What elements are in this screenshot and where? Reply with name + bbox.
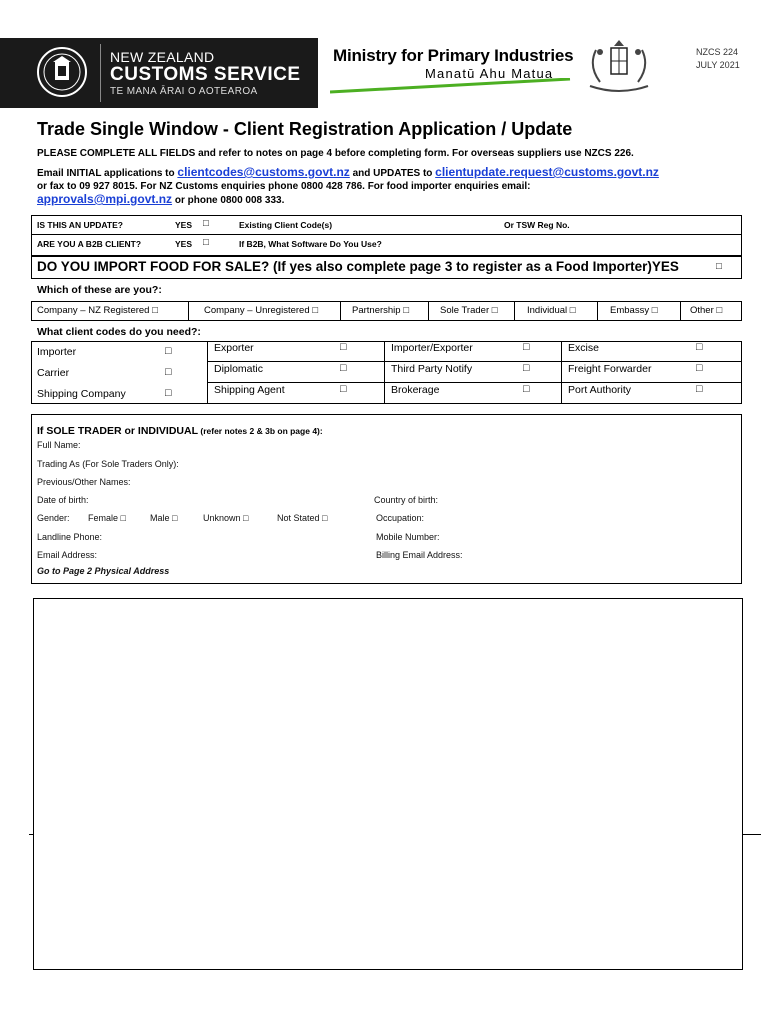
codes-divider	[207, 341, 208, 404]
b2b-software-label: If B2B, What Software Do You Use?	[239, 239, 382, 249]
code-checkbox-port-authority[interactable]	[696, 383, 702, 395]
sole-trader-heading	[37, 421, 323, 439]
entity-checkbox[interactable]	[492, 305, 498, 316]
blank-overlay-panel	[33, 598, 743, 970]
gender-female-option[interactable]	[88, 513, 126, 523]
code-checkbox-shipping-company[interactable]	[165, 387, 171, 399]
food-phone: or phone 0800 008 333.	[172, 195, 285, 206]
entity-label: Company – Unregistered	[204, 305, 310, 316]
entity-option[interactable]	[204, 305, 318, 316]
entity-divider	[680, 301, 681, 321]
entity-option[interactable]	[37, 305, 158, 316]
entity-checkbox[interactable]	[403, 305, 409, 316]
not-stated-label: Not Stated	[277, 513, 320, 523]
document-title: Trade Single Window - Client Registration Application / Update	[37, 119, 573, 139]
codes-row-divider	[207, 382, 742, 383]
b2b-yes-checkbox[interactable]	[203, 237, 209, 248]
code-label-excise: Excise	[568, 342, 599, 354]
codes-divider	[561, 341, 562, 404]
email-label: Email Address:	[37, 550, 98, 560]
entity-divider	[428, 301, 429, 321]
occupation-label: Occupation:	[376, 513, 425, 523]
codes-label: What client codes do you need?:	[37, 326, 201, 338]
tsw-label: Or TSW Reg No.	[504, 220, 570, 230]
update-section-box	[31, 215, 742, 256]
right-margin-rule	[743, 834, 761, 835]
entity-option[interactable]	[352, 305, 409, 316]
customs-crest-icon	[36, 46, 88, 98]
goto-page2-note: Go to Page 2 Physical Address	[37, 566, 170, 576]
code-checkbox-freight-forwarder[interactable]	[696, 362, 702, 374]
mobile-label: Mobile Number:	[376, 532, 440, 542]
entity-checkbox[interactable]	[570, 305, 576, 316]
form-date: JULY 2021	[696, 60, 740, 70]
email-mid: and UPDATES to	[349, 168, 436, 179]
form-code: NZCS 224	[696, 47, 739, 57]
code-label-brokerage: Brokerage	[391, 384, 440, 396]
customs-logo-divider	[100, 44, 101, 102]
instruction-food-line	[37, 193, 737, 207]
b2b-yes-label: YES	[175, 239, 193, 249]
code-checkbox-diplomatic[interactable]	[340, 362, 346, 374]
code-checkbox-third-party-notify[interactable]	[523, 362, 529, 374]
dob-label: Date of birth:	[37, 495, 89, 505]
update-yes-checkbox[interactable]	[203, 218, 209, 229]
update-yes-label: YES	[175, 220, 193, 230]
entity-label: Sole Trader	[440, 305, 490, 316]
gender-not-stated-option[interactable]	[277, 513, 327, 523]
code-checkbox-brokerage[interactable]	[523, 383, 529, 395]
female-checkbox[interactable]	[121, 513, 126, 523]
left-margin-rule	[29, 834, 33, 835]
code-label-diplomatic: Diplomatic	[214, 363, 264, 375]
code-checkbox-importer-exporter[interactable]	[523, 341, 529, 353]
entity-label: Company – NZ Registered	[37, 305, 150, 316]
code-checkbox-shipping-agent[interactable]	[340, 383, 346, 395]
code-label-carrier: Carrier	[37, 367, 70, 379]
entity-label: Embassy	[610, 305, 650, 316]
code-checkbox-carrier[interactable]	[165, 366, 171, 378]
mpi-swoosh-icon	[330, 78, 575, 98]
trading-as-label: Trading As (For Sole Traders Only):	[37, 459, 179, 469]
customs-line2: CUSTOMS SERVICE	[110, 64, 301, 85]
code-label-exporter: Exporter	[214, 342, 254, 354]
b2b-question: ARE YOU A B2B CLIENT?	[37, 239, 142, 249]
instruction-line1: PLEASE COMPLETE ALL FIELDS and refer to notes on page 4 before completing form. For overseas suppliers use NZCS 226.	[37, 148, 634, 159]
gender-male-option[interactable]	[150, 513, 177, 523]
entity-checkbox[interactable]	[716, 305, 722, 316]
unknown-label: Unknown	[203, 513, 241, 523]
code-label-port-authority: Port Authority	[568, 384, 632, 396]
mpi-name: Ministry for Primary Industries	[333, 46, 574, 65]
entity-checkbox[interactable]	[652, 305, 658, 316]
update-section-divider	[31, 234, 742, 235]
entity-option[interactable]	[690, 305, 722, 316]
entity-label: Partnership	[352, 305, 401, 316]
mpi-maori-name: Manatū Ahu Matua	[425, 66, 554, 81]
male-label: Male	[150, 513, 170, 523]
client-code-label: Existing Client Code(s)	[239, 220, 333, 230]
code-checkbox-excise[interactable]	[696, 341, 702, 353]
unknown-checkbox[interactable]	[243, 513, 248, 523]
entity-divider	[340, 301, 341, 321]
entity-divider	[597, 301, 598, 321]
entity-divider	[188, 301, 189, 321]
code-label-freight-forwarder: Freight Forwarder	[568, 363, 652, 375]
entity-option[interactable]	[527, 305, 576, 316]
customs-line3: TE MANA ĀRAI O AOTEAROA	[110, 86, 258, 97]
code-label-shipping-agent: Shipping Agent	[214, 384, 285, 396]
sole-trader-heading-note: (refer notes 2 & 3b on page 4):	[198, 426, 323, 436]
email-food-link[interactable]: approvals@mpi.govt.nz	[37, 192, 173, 206]
billing-email-label: Billing Email Address:	[376, 550, 463, 560]
code-label-importer-exporter: Importer/Exporter	[391, 342, 473, 354]
gender-label: Gender:	[37, 513, 70, 523]
full-name-label: Full Name:	[37, 440, 81, 450]
sole-trader-heading-text: If SOLE TRADER or INDIVIDUAL	[37, 425, 199, 437]
code-label-shipping-company: Shipping Company	[37, 388, 126, 400]
code-checkbox-exporter[interactable]	[340, 341, 346, 353]
entity-label: Individual	[527, 305, 568, 316]
food-yes-checkbox[interactable]	[716, 261, 722, 272]
which-label: Which of these are you?:	[37, 284, 162, 296]
female-label: Female	[88, 513, 119, 523]
previous-names-label: Previous/Other Names:	[37, 477, 131, 487]
nz-coat-of-arms-icon	[578, 36, 660, 98]
email-prefix: Email INITIAL applications to	[37, 168, 178, 179]
code-checkbox-importer[interactable]	[165, 345, 171, 357]
codes-divider	[384, 341, 385, 404]
codes-row-divider	[207, 361, 742, 362]
instruction-fax-line: or fax to 09 927 8015. For NZ Customs enquiries phone 0800 428 786. For food importer enquiries email:	[37, 181, 531, 192]
gender-unknown-option[interactable]	[203, 513, 248, 523]
entity-divider	[514, 301, 515, 321]
entity-checkbox[interactable]	[312, 305, 318, 316]
landline-label: Landline Phone:	[37, 532, 103, 542]
customs-line1: NEW ZEALAND	[110, 49, 215, 65]
food-question: DO YOU IMPORT FOOD FOR SALE? (If yes also complete page 3 to register as a Food Importer)YES	[37, 259, 679, 274]
entity-option[interactable]	[440, 305, 498, 316]
email-updates-link[interactable]: clientupdate.request@customs.govt.nz	[435, 165, 659, 179]
entity-option[interactable]	[610, 305, 657, 316]
not-stated-checkbox[interactable]	[322, 513, 327, 523]
code-label-third-party-notify: Third Party Notify	[391, 363, 473, 375]
code-label-importer: Importer	[37, 346, 77, 358]
email-initial-link[interactable]: clientcodes@customs.govt.nz	[177, 165, 350, 179]
male-checkbox[interactable]	[172, 513, 177, 523]
update-question: IS THIS AN UPDATE?	[37, 220, 123, 230]
entity-label: Other	[690, 305, 714, 316]
country-birth-label: Country of birth:	[374, 495, 439, 505]
instruction-email-line	[37, 166, 737, 180]
entity-checkbox[interactable]	[152, 305, 158, 316]
